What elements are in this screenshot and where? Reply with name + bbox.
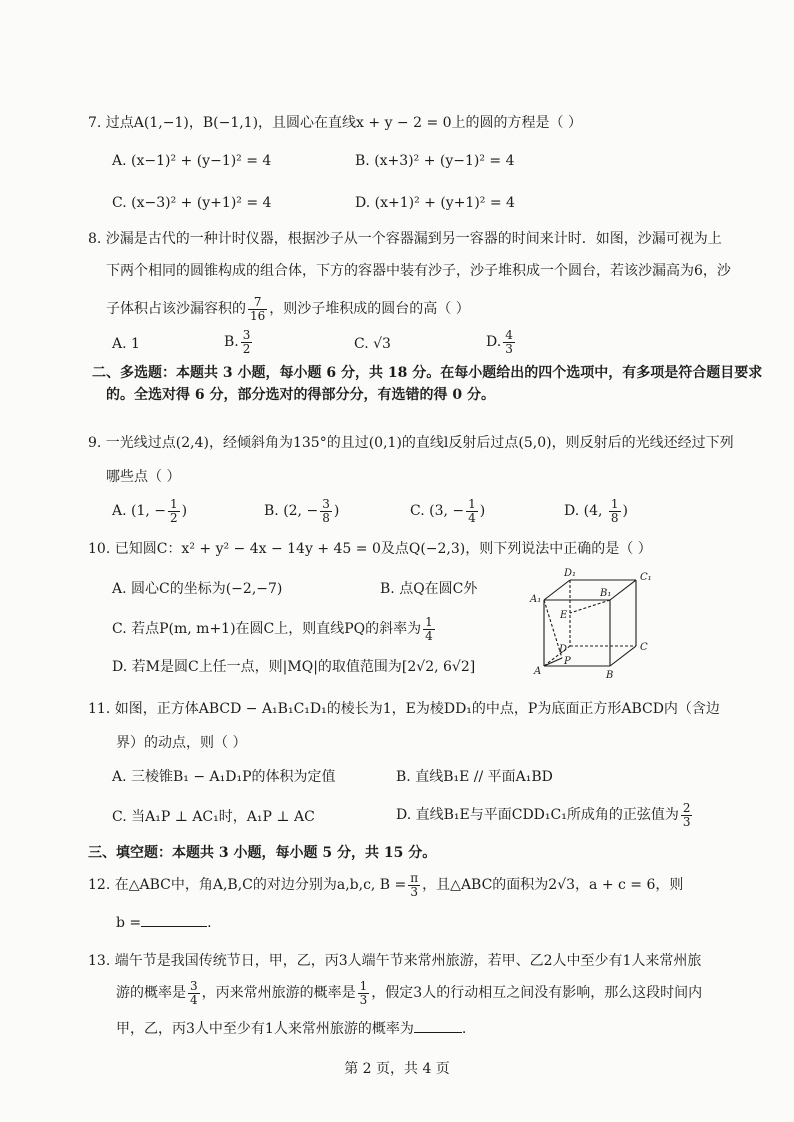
page-footer: 第 2 页，共 4 页 [344,1061,450,1077]
q9-c-den: 4 [468,510,476,525]
q9-c-frac [466,498,478,525]
q13-line3-text: 甲，乙，丙3人中至少有1人来常州旅游的概率为 [116,1021,414,1037]
q7-stem: 7. 过点A(1,−1)，B(−1,1)，且圆心在直线x + y − 2 = 0上的圆的方程是（ ） [88,115,583,131]
q9-a-pre: A. (1, − [112,503,167,519]
q9-d-pre: D. (4, [564,503,607,519]
q10-option-a: A. 圆心C的坐标为(−2,−7) [112,581,283,597]
segment-b1-e [570,600,610,613]
q13-line2-mid: ，丙来常州旅游的概率是 [201,985,356,1001]
section2-line2: 的。全选对得 6 分，部分选对的得部分分，有选错的得 0 分。 [106,387,495,403]
q12-line2-end: . [207,915,212,931]
edge-a1-d1 [544,580,570,600]
q8-frac-num: 7 [248,296,267,310]
q8-line3-pre: 子体积占该沙漏容积的 [106,301,246,317]
q10-stem: 10. 已知圆C：x² + y² − 4x − 14y + 45 = 0及点Q(−2,3)，则下列说法中正确的是（ ） [88,541,652,557]
q7-option-d: D. (x+1)² + (y+1)² = 4 [355,195,515,211]
q9-a-den: 2 [170,510,178,525]
q9-c-post: ) [479,503,486,519]
q8-option-b-frac [241,329,253,356]
q8-line3 [106,292,470,326]
q8-option-b [224,325,254,359]
cube-label-a: A [534,666,542,677]
q8-line1: 8. 沙漏是古代的一种计时仪器，根据沙子从一个容器漏到另一容器的时间来计时．如图，沙漏可视为上 [88,231,722,247]
q11-option-c: C. 当A₁P ⊥ AC₁时，A₁P ⊥ AC [112,809,315,825]
q10-c-frac [423,616,435,643]
q9-b-num: 3 [322,496,330,511]
q9-b-post: ) [333,503,340,519]
q12-line1-post: ，且△ABC的面积为2√3，a + c = 6，则 [422,877,684,893]
q8-option-d-den: 3 [505,341,513,356]
section2-line1: 二、多选题：本题共 3 小题，每小题 6 分，共 18 分。在每小题给出的四个选项中，有多项是符合题目要求 [92,365,763,381]
q12-frac-den: 3 [410,884,419,899]
cube-label-p: P [564,656,571,667]
q11-option-b: B. 直线B₁E // 平面A₁BD [396,769,553,785]
q8-fraction [248,296,267,323]
q13-frac-1 [188,980,200,1007]
q13-line1: 13. 端午节是我国传统节日，甲，乙，丙3人端午节来常州旅游，若甲、乙2人中至少有1人来常州旅 [88,953,702,969]
q12-frac [408,872,420,899]
cube-figure [526,566,676,682]
q13-f1-den: 4 [190,992,198,1007]
edge-b1-c1 [610,580,636,600]
q12-line1 [88,868,683,902]
q9-line1: 9. 一光线过点(2,4)，经倾斜角为135°的且过(0,1)的直线l反射后过点(5,0)，则反射后的光线还经过下列 [88,435,734,451]
q13-frac-2 [358,980,370,1007]
q8-option-d-label: D. [486,334,502,350]
q9-option-a [112,494,187,528]
q9-d-post: ) [622,503,629,519]
q11-d-frac [681,802,693,829]
q11-d-den: 3 [682,814,691,829]
q13-f2-num: 1 [359,978,368,993]
q9-line2: 哪些点（ ） [106,469,181,485]
q11-line2: 界）的动点，则（ ） [116,735,247,751]
cube-label-b1: B₁ [600,588,612,599]
q10-option-d: D. 若M是圆C上任一点，则|MQ|的取值范围为[2√2, 6√2] [112,659,476,675]
q7-option-a: A. (x−1)² + (y−1)² = 4 [112,153,272,169]
cube-label-e: E [560,610,568,621]
q8-option-c: C. √3 [354,336,391,352]
cube-label-c1: C₁ [640,572,652,583]
cube-label-a1: A₁ [530,594,542,605]
q9-d-den: 8 [610,510,619,525]
q8-option-a: A. 1 [112,336,140,352]
q9-option-b [264,494,339,528]
q10-c-den: 4 [425,628,433,643]
q11-option-a: A. 三棱锥B₁ − A₁D₁P的体积为定值 [112,769,336,785]
q10-option-c [112,612,437,646]
q11-d-pre: D. 直线B₁E与平面CDD₁C₁所成角的正弦值为 [396,807,679,823]
q12-frac-num: π [410,870,419,885]
cube-label-d1: D₁ [564,568,577,579]
edge-b-c [610,646,636,666]
q8-line2: 下两个相同的圆锥构成的组合体，下方的容器中装有沙子，沙子堆积成一个圆台，若该沙漏高为6，沙 [106,263,731,279]
q12-line1-pre: 12. 在△ABC中，角A,B,C的对边分别为a,b,c, B = [88,877,407,893]
q9-a-post: ) [181,503,188,519]
q9-a-frac [168,498,180,525]
q10-option-b: B. 点Q在圆C外 [380,581,478,597]
q8-option-b-den: 2 [242,341,251,356]
q13-line3-end: . [461,1021,467,1037]
q9-b-frac [320,498,332,525]
q13-f2-den: 3 [359,992,368,1007]
cube-label-b: B [606,670,614,681]
q13-line2-post: ，假定3人的行动相互之间没有影响，那么这段时间内 [371,985,703,1001]
q9-b-den: 8 [322,510,330,525]
q9-c-pre: C. (3, − [410,503,465,519]
cube-label-d: D [559,644,568,655]
q8-option-d-frac [503,329,515,356]
q13-line2-pre: 游的概率是 [116,985,186,1001]
q8-line3-post: ，则沙子堆积成的圆台的高（ ） [269,301,470,317]
q8-option-b-num: 3 [242,327,251,342]
q13-f1-num: 3 [190,978,198,993]
q7-option-b: B. (x+3)² + (y−1)² = 4 [355,153,515,169]
q9-d-frac [609,498,621,525]
q11-option-d [396,798,694,832]
q12-line2 [116,912,212,934]
q8-option-d [486,325,517,359]
q8-option-d-num: 4 [505,327,513,342]
q13-answer-blank [414,1018,462,1033]
q7-option-c: C. (x−3)² + (y+1)² = 4 [112,195,272,211]
q9-b-pre: B. (2, − [264,503,319,519]
q12-answer-blank [141,912,207,927]
q8-frac-den: 16 [250,308,266,323]
q9-option-d [564,494,628,528]
q10-c-num: 1 [425,614,433,629]
q11-d-num: 2 [682,800,691,815]
q9-d-num: 1 [610,496,619,511]
q10-c-pre: C. 若点P(m, m+1)在圆C上，则直线PQ的斜率为 [112,621,422,637]
q13-line2 [116,976,702,1010]
q9-option-c [410,494,485,528]
q8-option-b-label: B. [224,334,239,350]
q11-line1: 11. 如图，正方体ABCD − A₁B₁C₁D₁的棱长为1，E为棱DD₁的中点，P为底面正方形ABCD内（含边 [88,701,720,717]
q12-b-label: b = [116,915,142,931]
section3-heading: 三、填空题：本题共 3 小题，每小题 5 分，共 15 分。 [88,845,437,861]
q13-line3 [116,1018,466,1040]
cube-label-c: C [640,642,648,653]
q9-c-num: 1 [468,496,476,511]
q9-a-num: 1 [170,496,178,511]
